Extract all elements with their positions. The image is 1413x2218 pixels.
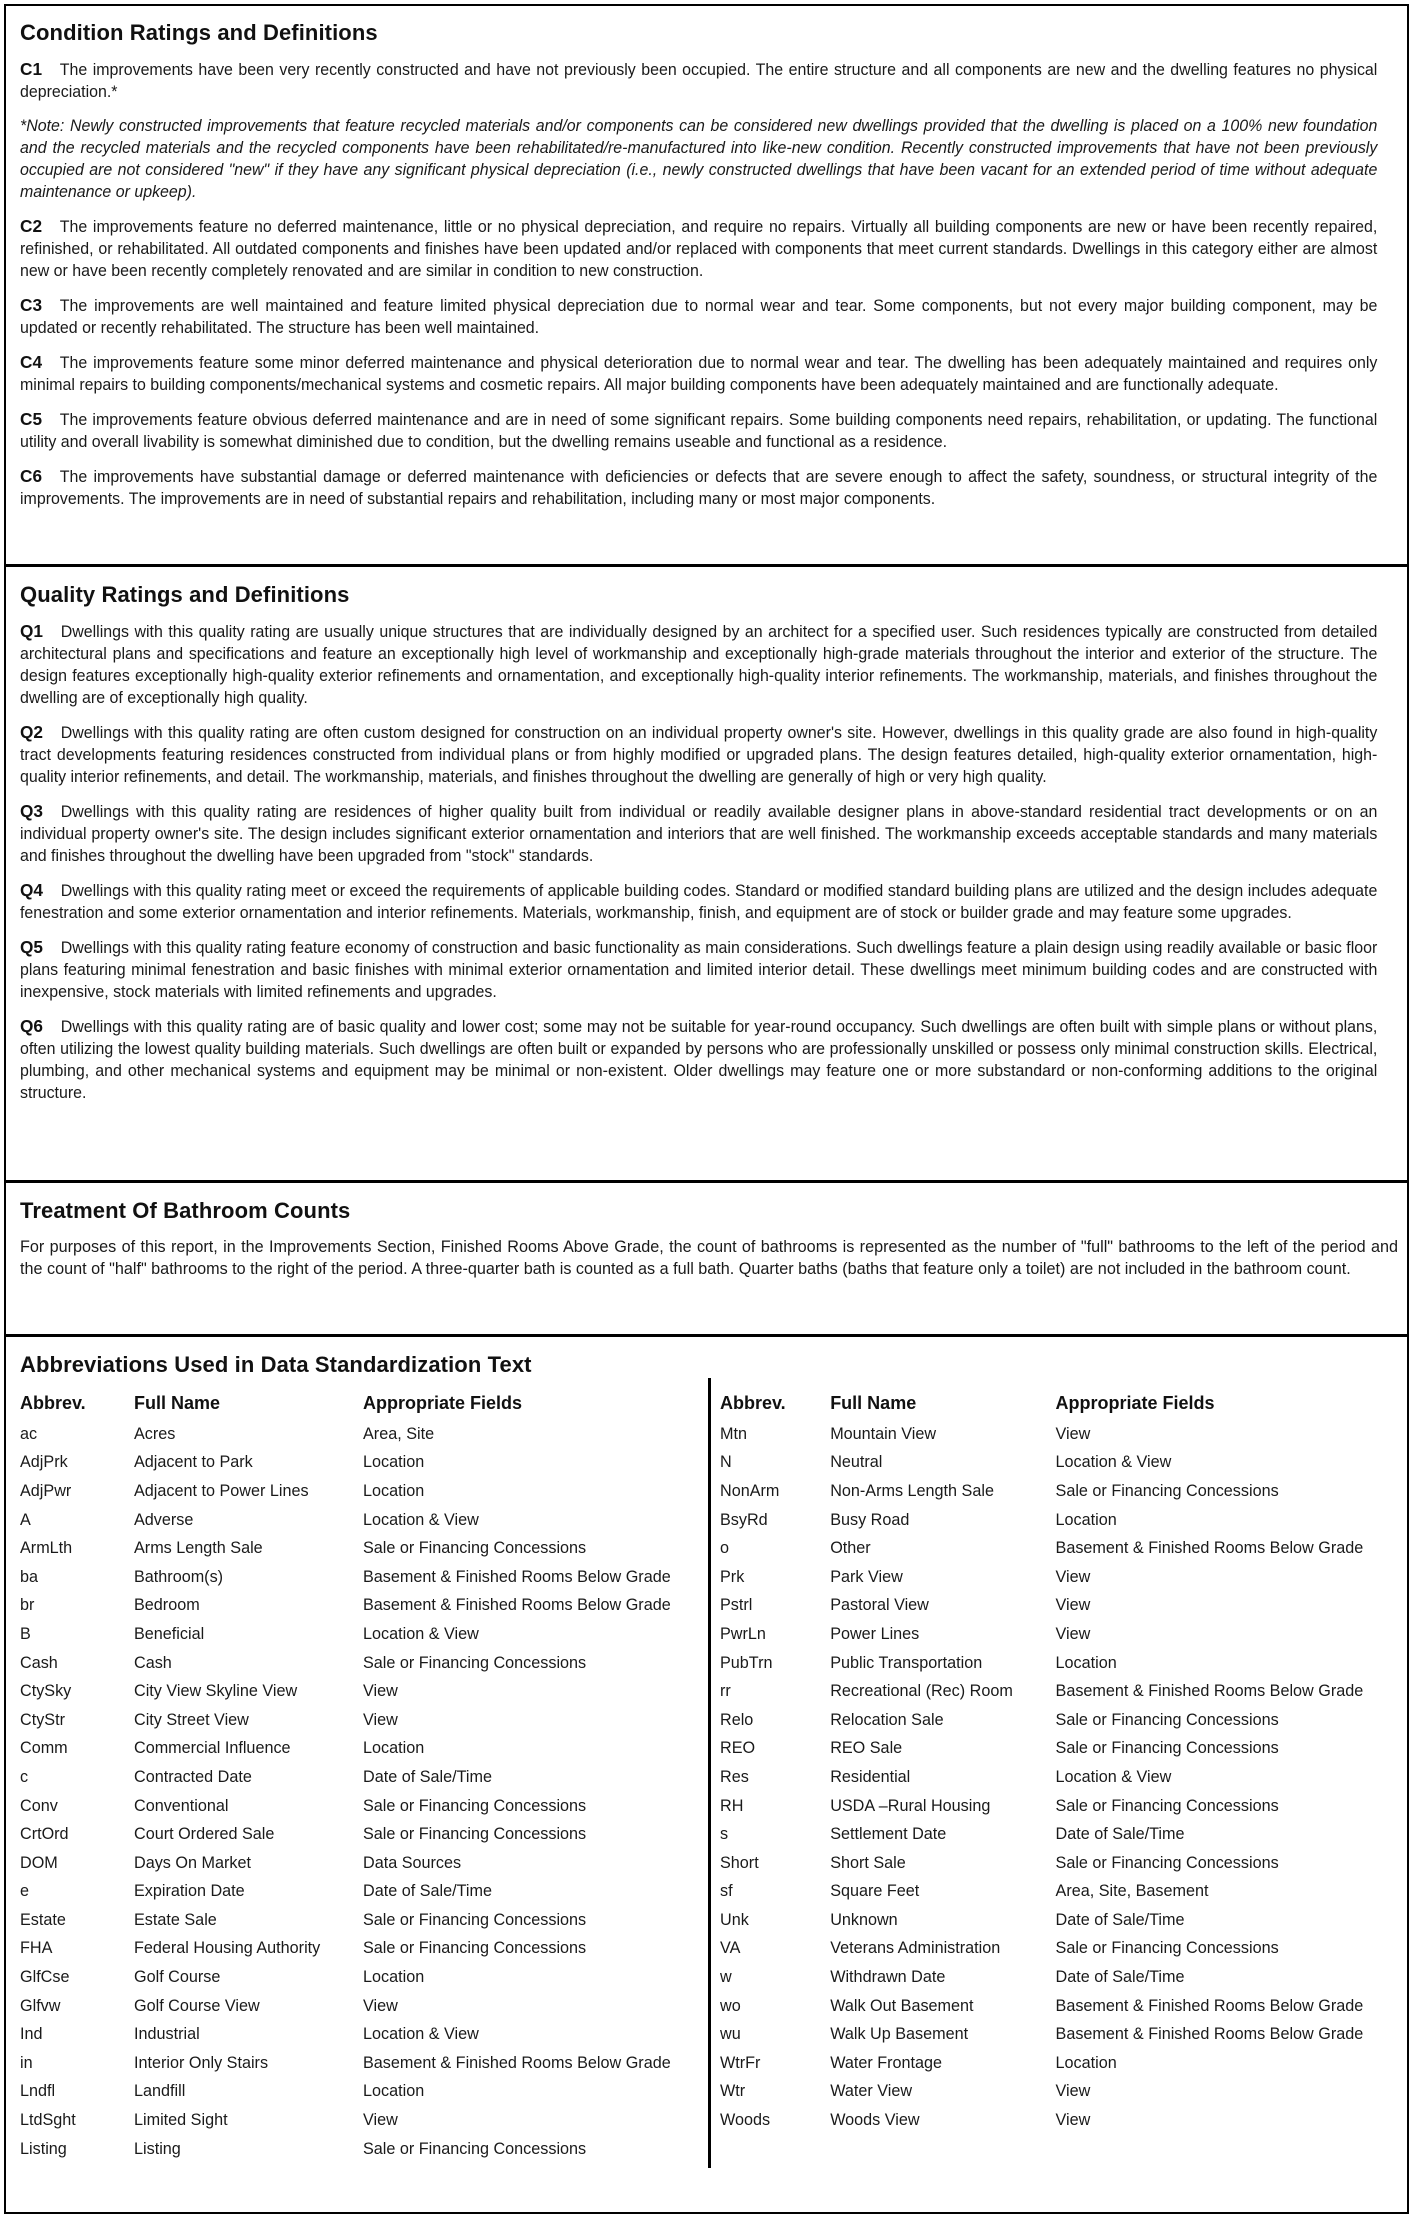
rating-text: Dwellings with this quality rating meet or exceed the requirements of applicable building codes. Standard or modified standard building plans are utilized and the design includes adequate fenestration and some exterior ornamentation and interior refinements. Materials, workmanship, finish, and equipment are of stock or builder grade and may feature some upgrades. [20, 882, 1378, 922]
rating-text: Dwellings with this quality rating are often custom designed for construction on an individual property owner's site. However, dwellings in this quality grade are also found in high-quality tract developments featuring residences constructed from individual plans or from highly modified or upgraded plans. The design features detailed, high-quality exterior ornamentation, high-quality interior refinements, and detail. The workmanship, materials, and finishes throughout the dwelling are generally of high or very high quality. [20, 724, 1378, 786]
table-row [720, 1935, 1393, 1964]
header-abbrev: Abbrev. [720, 1392, 786, 1413]
abbrev-cell: c [20, 1767, 29, 1786]
table-row [20, 1906, 703, 1935]
fields-cell: Location & View [363, 1510, 479, 1529]
table-row [20, 1449, 703, 1478]
table-row [720, 1449, 1393, 1478]
rating-text: The improvements feature obvious deferred maintenance and are in need of some significant repairs. Some building components need repairs, rehabilitation, or updating. The functional utility and overall livability is somewhat diminished due to condition, but the dwelling remains useable and functional as a residence. [20, 411, 1378, 451]
abbrev-cell: w [720, 1968, 732, 1987]
abbrev-cell: N [720, 1453, 732, 1472]
abbrev-cell: AdjPwr [20, 1481, 72, 1500]
table-row [20, 1878, 703, 1907]
table-row [720, 1735, 1393, 1764]
condition-c2 [20, 215, 1377, 282]
abbrev-cell: ac [20, 1424, 38, 1443]
bathroom-text: For purposes of this report, in the Improvements Section, Finished Rooms Above Grade, the count of bathrooms is represented as the number of "full" bathrooms to the left of the period and the count of "half" bathrooms to the right of the period. A three-quarter bath is counted as a full bath. Quarter baths (baths that feature only a toilet) are not included in the bathroom count. [20, 1238, 1398, 1278]
abbrev-cell: e [20, 1882, 30, 1901]
fields-cell: Sale or Financing Concessions [1055, 1481, 1279, 1500]
abbrev-cell: ArmLth [20, 1539, 73, 1558]
fields-cell: View [1055, 2111, 1091, 2130]
full-name-cell: Landfill [134, 2082, 186, 2101]
full-name-cell: Federal Housing Authority [134, 1939, 321, 1958]
header-appropriate-fields: Appropriate Fields [363, 1392, 523, 1413]
fields-cell: Location [1055, 1510, 1117, 1529]
abbrev-cell: Res [720, 1767, 749, 1786]
rating-code: C6 [20, 466, 43, 486]
bathroom-section [6, 1184, 1407, 1334]
table-row [20, 1706, 703, 1735]
rating-code: Q4 [20, 880, 44, 900]
abbreviations-section [6, 1338, 1407, 2208]
full-name-cell: Acres [134, 1424, 176, 1443]
abbrev-cell: Lndfl [20, 2082, 56, 2101]
table-row [20, 1592, 703, 1621]
fields-cell: Area, Site, Basement [1055, 1882, 1209, 1901]
table-row [20, 1735, 703, 1764]
table-row [20, 2049, 703, 2078]
full-name-cell: Bathroom(s) [134, 1567, 224, 1586]
table-row [20, 1420, 703, 1449]
full-name-cell: Conventional [134, 1796, 229, 1815]
fields-cell: Location [1055, 2053, 1117, 2072]
quality-q4 [20, 879, 1377, 924]
column-divider [708, 1378, 711, 2168]
abbrev-cell: o [720, 1539, 730, 1558]
table-row [720, 2020, 1393, 2049]
rating-code: Q3 [20, 801, 44, 821]
full-name-cell: Court Ordered Sale [134, 1825, 275, 1844]
abbrev-cell: VA [720, 1939, 741, 1958]
fields-cell: Sale or Financing Concessions [363, 1825, 587, 1844]
fields-cell: View [363, 1996, 398, 2015]
rating-code: C5 [20, 409, 43, 429]
table-row [20, 1534, 703, 1563]
definitions-page [4, 4, 1409, 2214]
rating-text: The improvements have been very recently constructed and have not previously been occupied. The entire structure and all components are new and the dwelling features no physical depreciation.* [20, 61, 1378, 101]
fields-cell: View [363, 2111, 398, 2130]
table-row [20, 1677, 703, 1706]
rating-text: The improvements have substantial damage or deferred maintenance with deficiencies or defects that are severe enough to affect the safety, soundness, or structural integrity of the improvements. The improvements are in need of substantial repairs and rehabilitation, including many or most major components. [20, 468, 1378, 508]
abbrev-cell: Estate [20, 1910, 66, 1929]
abbrev-cell: in [20, 2053, 33, 2072]
full-name-cell: Commercial Influence [134, 1739, 291, 1758]
abbrev-cell: BsyRd [720, 1510, 768, 1529]
table-row [720, 2078, 1393, 2107]
table-row [720, 1763, 1393, 1792]
abbrev-cell: B [20, 1624, 31, 1643]
table-row [20, 1849, 703, 1878]
abbrev-cell: Woods [720, 2111, 771, 2130]
abbrev-cell: Relo [720, 1710, 754, 1729]
section-divider [6, 1334, 1407, 1337]
quality-q2 [20, 721, 1377, 788]
full-name-cell: Pastoral View [830, 1596, 929, 1615]
quality-q6 [20, 1015, 1377, 1104]
section-divider [6, 564, 1407, 567]
abbrev-cell: Pstrl [720, 1596, 753, 1615]
rating-text: Dwellings with this quality rating feature economy of construction and basic functionality as main considerations. Such dwellings feature a plain design using readily available or basic floor plans featuring minimal fenestration and basic finishes with minimal exterior ornamentation and limited interior detail. These dwellings meet minimum building codes and are constructed with inexpensive, stock materials with limited refinements and upgrades. [20, 939, 1378, 1001]
fields-cell: Location & View [1055, 1453, 1172, 1472]
fields-cell: View [1055, 1624, 1091, 1643]
full-name-cell: Walk Up Basement [830, 2025, 969, 2044]
abbreviations-left-body [20, 1420, 703, 2163]
header-full-name: Full Name [134, 1392, 221, 1413]
rating-text: The improvements feature no deferred maintenance, little or no physical depreciation, and require no repairs. Virtually all building components are new or have been recently repaired, refinished, or rehabilitated. All outdated components and finishes have been updated and/or replaced with components that meet current standards. Dwellings in this category either are almost new or have been recently completely renovated and are similar in condition to new construction. [20, 218, 1378, 280]
table-row [720, 1849, 1393, 1878]
abbrev-cell: PwrLn [720, 1624, 766, 1643]
fields-cell: View [363, 1710, 398, 1729]
condition-c4 [20, 351, 1377, 396]
full-name-cell: Busy Road [830, 1510, 910, 1529]
abbreviations-table-left [20, 1390, 703, 2163]
fields-cell: Date of Sale/Time [1055, 1968, 1185, 1987]
condition-note: *Note: Newly constructed improvements that feature recycled materials and/or components can be considered new dwellings provided that the dwelling is placed on a 100% new foundation and the recycled materials and the recycled components have been rehabilitated/re-manufactured into like-new condition. Recently constructed improvements that have not been previously occupied are not considered "new" if they have any significant physical depreciation (i.e., newly constructed dwellings that have been vacant for an extended period of time without adequate maintenance or upkeep). [20, 117, 1378, 201]
table-row [720, 1820, 1393, 1849]
full-name-cell: Neutral [830, 1453, 883, 1472]
condition-c3 [20, 294, 1377, 339]
full-name-cell: Estate Sale [134, 1910, 217, 1929]
full-name-cell: Days On Market [134, 1853, 251, 1872]
full-name-cell: Bedroom [134, 1596, 200, 1615]
table-row [20, 1963, 703, 1992]
table-header-row [20, 1390, 703, 1420]
full-name-cell: Short Sale [830, 1853, 906, 1872]
table-row [720, 1878, 1393, 1907]
rating-text: Dwellings with this quality rating are residences of higher quality built from individual or readily available designer plans in above-standard residential tract developments or on an individual property owner's site. The design includes significant exterior ornamentation and interiors that are well finished. The workmanship exceeds acceptable standards and many materials and finishes throughout the dwelling have been upgraded from "stock" standards. [20, 803, 1378, 865]
abbrev-cell: FHA [20, 1939, 53, 1958]
fields-cell: Basement & Finished Rooms Below Grade [363, 1596, 671, 1615]
fields-cell: Sale or Financing Concessions [1055, 1853, 1279, 1872]
full-name-cell: Woods View [830, 2111, 920, 2130]
header-full-name: Full Name [830, 1392, 917, 1413]
condition-c6 [20, 465, 1377, 510]
full-name-cell: USDA –Rural Housing [830, 1796, 991, 1815]
rating-code: Q1 [20, 621, 44, 641]
table-row [720, 1420, 1393, 1449]
table-row [720, 1534, 1393, 1563]
fields-cell: View [1055, 1424, 1091, 1443]
table-row [20, 1649, 703, 1678]
abbrev-cell: Ind [20, 2025, 43, 2044]
fields-cell: Location & View [363, 2025, 479, 2044]
abbrev-cell: AdjPrk [20, 1453, 68, 1472]
full-name-cell: Withdrawn Date [830, 1968, 946, 1987]
abbrev-cell: Wtr [720, 2082, 746, 2101]
header-abbrev: Abbrev. [20, 1392, 86, 1413]
table-row [20, 1763, 703, 1792]
table-row [20, 1820, 703, 1849]
quality-q1 [20, 620, 1377, 709]
full-name-cell: Other [830, 1539, 871, 1558]
abbrev-cell: wu [720, 2025, 741, 2044]
full-name-cell: Square Feet [830, 1882, 920, 1901]
rating-code: C3 [20, 295, 43, 315]
rating-code: C4 [20, 352, 43, 372]
rating-code: C2 [20, 216, 43, 236]
table-row [720, 2106, 1393, 2135]
abbrev-cell: NonArm [720, 1481, 780, 1500]
full-name-cell: Park View [830, 1567, 903, 1586]
full-name-cell: Public Transportation [830, 1653, 983, 1672]
abbreviations-tables [20, 1390, 1393, 2210]
full-name-cell: Walk Out Basement [830, 1996, 974, 2015]
fields-cell: Date of Sale/Time [363, 1767, 492, 1786]
abbreviations-right-column [720, 1390, 1393, 2135]
full-name-cell: Interior Only Stairs [134, 2053, 269, 2072]
full-name-cell: Power Lines [830, 1624, 920, 1643]
quality-title: Quality Ratings and Definitions [20, 582, 350, 607]
fields-cell: Basement & Finished Rooms Below Grade [1055, 2025, 1364, 2044]
abbrev-cell: wo [720, 1996, 741, 2015]
abbrev-cell: sf [720, 1882, 733, 1901]
full-name-cell: Adverse [134, 1510, 194, 1529]
fields-cell: View [1055, 2082, 1091, 2101]
quality-q5 [20, 936, 1377, 1003]
full-name-cell: Water View [830, 2082, 913, 2101]
fields-cell: Date of Sale/Time [1055, 1910, 1185, 1929]
table-row [720, 1563, 1393, 1592]
full-name-cell: Mountain View [830, 1424, 937, 1443]
fields-cell: Date of Sale/Time [1055, 1825, 1185, 1844]
table-row [20, 2078, 703, 2107]
table-row [20, 1992, 703, 2021]
table-row [720, 1649, 1393, 1678]
fields-cell: Basement & Finished Rooms Below Grade [363, 2053, 671, 2072]
table-row [720, 1620, 1393, 1649]
full-name-cell: REO Sale [830, 1739, 903, 1758]
full-name-cell: Non-Arms Length Sale [830, 1481, 994, 1500]
fields-cell: View [1055, 1596, 1091, 1615]
rating-text: Dwellings with this quality rating are of basic quality and lower cost; some may not be suitable for year-round occupancy. Such dwellings are often built with simple plans or without plans, often utilizing the lowest quality building materials. Such dwellings are often built or expanded by persons who are professionally unskilled or possess only minimal construction skills. Electrical, plumbing, and other mechanical systems and equipment may be minimal or non-existent. Older dwellings may feature one or more substandard or non-conforming additions to the original structure. [20, 1018, 1378, 1102]
rating-text: Dwellings with this quality rating are usually unique structures that are individually designed by an architect for a specified user. Such residences typically are constructed from detailed architectural plans and specifications and feature an exceptionally high level of workmanship and exceptionally high-grade materials throughout the interior and exterior of the structure. The design features exceptionally high-quality exterior refinements and ornamentation, and exceptionally high-quality interior refinements. The workmanship, materials, and finishes throughout the dwelling are of exceptionally high quality. [20, 623, 1378, 707]
fields-cell: Basement & Finished Rooms Below Grade [363, 1567, 671, 1586]
section-divider [6, 1180, 1407, 1183]
fields-cell: Sale or Financing Concessions [363, 1939, 587, 1958]
full-name-cell: City View Skyline View [134, 1682, 298, 1701]
fields-cell: Date of Sale/Time [363, 1882, 492, 1901]
abbrev-cell: ba [20, 1567, 39, 1586]
fields-cell: Location [363, 2082, 425, 2101]
table-row [720, 1992, 1393, 2021]
full-name-cell: Golf Course View [134, 1996, 260, 2015]
full-name-cell: Water Frontage [830, 2053, 943, 2072]
condition-c1 [20, 58, 1377, 103]
fields-cell: Location [363, 1968, 425, 1987]
rating-code: Q2 [20, 722, 44, 742]
fields-cell: Basement & Finished Rooms Below Grade [1055, 1996, 1364, 2015]
table-row [20, 1620, 703, 1649]
table-row [720, 1906, 1393, 1935]
table-row [20, 2020, 703, 2049]
fields-cell: Location [363, 1739, 425, 1758]
full-name-cell: Residential [830, 1767, 911, 1786]
fields-cell: Sale or Financing Concessions [1055, 1796, 1279, 1815]
fields-cell: Data Sources [363, 1853, 462, 1872]
bathroom-title: Treatment Of Bathroom Counts [20, 1198, 351, 1223]
condition-title: Condition Ratings and Definitions [20, 20, 378, 45]
fields-cell: Sale or Financing Concessions [363, 1910, 587, 1929]
abbrev-cell: Glfvw [20, 1996, 61, 2015]
full-name-cell: Beneficial [134, 1624, 205, 1643]
abbrev-cell: GlfCse [20, 1968, 70, 1987]
fields-cell: Sale or Financing Concessions [363, 1796, 587, 1815]
table-header-row [720, 1390, 1393, 1420]
full-name-cell: Industrial [134, 2025, 200, 2044]
full-name-cell: Limited Sight [134, 2111, 228, 2130]
full-name-cell: Listing [134, 2139, 181, 2158]
condition-section [6, 6, 1407, 566]
full-name-cell: Veterans Administration [830, 1939, 1001, 1958]
full-name-cell: Arms Length Sale [134, 1539, 263, 1558]
fields-cell: Basement & Finished Rooms Below Grade [1055, 1539, 1364, 1558]
full-name-cell: Recreational (Rec) Room [830, 1682, 1013, 1701]
table-row [20, 1792, 703, 1821]
rating-code: Q5 [20, 937, 44, 957]
abbrev-cell: A [20, 1510, 31, 1529]
abbrev-cell: Comm [20, 1739, 68, 1758]
rating-code: Q6 [20, 1016, 44, 1036]
full-name-cell: Unknown [830, 1910, 898, 1929]
condition-c5 [20, 408, 1377, 453]
abbrev-cell: CtySky [20, 1682, 72, 1701]
full-name-cell: Expiration Date [134, 1882, 245, 1901]
abbrev-cell: Listing [20, 2139, 67, 2158]
abbrev-cell: Short [720, 1853, 759, 1872]
abbreviations-right-body [720, 1420, 1393, 2135]
abbrev-cell: WtrFr [720, 2053, 761, 2072]
fields-cell: Sale or Financing Concessions [1055, 1939, 1279, 1958]
fields-cell: Location & View [363, 1624, 479, 1643]
fields-cell: Sale or Financing Concessions [1055, 1710, 1279, 1729]
fields-cell: Sale or Financing Concessions [363, 1539, 587, 1558]
abbrev-cell: br [20, 1596, 35, 1615]
table-row [720, 1792, 1393, 1821]
fields-cell: Location [363, 1453, 425, 1472]
abbrev-cell: Mtn [720, 1424, 747, 1443]
table-row [20, 1563, 703, 1592]
full-name-cell: Adjacent to Power Lines [134, 1481, 309, 1500]
full-name-cell: Relocation Sale [830, 1710, 944, 1729]
fields-cell: Location [1055, 1653, 1117, 1672]
header-appropriate-fields: Appropriate Fields [1055, 1392, 1215, 1413]
table-row [720, 1506, 1393, 1535]
fields-cell: Area, Site [363, 1424, 435, 1443]
abbrev-cell: CrtOrd [20, 1825, 69, 1844]
table-row [20, 1477, 703, 1506]
abbrev-cell: DOM [20, 1853, 58, 1872]
abbrev-cell: REO [720, 1739, 756, 1758]
table-row [20, 1506, 703, 1535]
fields-cell: Basement & Finished Rooms Below Grade [1055, 1682, 1364, 1701]
rating-text: The improvements feature some minor deferred maintenance and physical deterioration due to normal wear and tear. The dwelling has been adequately maintained and requires only minimal repairs to building components/mechanical systems and cosmetic repairs. All major building components have been adequately maintained and are functionally adequate. [20, 354, 1378, 394]
fields-cell: Location [363, 1481, 425, 1500]
abbrev-cell: Cash [20, 1653, 58, 1672]
table-row [720, 2049, 1393, 2078]
abbrev-cell: LtdSght [20, 2111, 76, 2130]
abbreviations-table-right [720, 1390, 1393, 2135]
abbrev-cell: s [720, 1825, 729, 1844]
full-name-cell: Settlement Date [830, 1825, 947, 1844]
fields-cell: Sale or Financing Concessions [1055, 1739, 1279, 1758]
full-name-cell: Contracted Date [134, 1767, 252, 1786]
quality-q3 [20, 800, 1377, 867]
fields-cell: View [363, 1682, 398, 1701]
fields-cell: Location & View [1055, 1767, 1172, 1786]
abbrev-cell: RH [720, 1796, 744, 1815]
fields-cell: Sale or Financing Concessions [363, 2139, 587, 2158]
rating-text: The improvements are well maintained and feature limited physical depreciation due to normal wear and tear. Some components, but not every major building component, may be updated or recently rehabilitated. The structure has been well maintained. [20, 297, 1378, 337]
abbrev-cell: Conv [20, 1796, 58, 1815]
full-name-cell: City Street View [134, 1710, 249, 1729]
table-row [720, 1592, 1393, 1621]
table-row [20, 2106, 703, 2135]
abbreviations-left-column [20, 1390, 703, 2163]
table-row [720, 1706, 1393, 1735]
abbrev-cell: PubTrn [720, 1653, 773, 1672]
fields-cell: Sale or Financing Concessions [363, 1653, 587, 1672]
table-row [20, 2135, 703, 2164]
rating-code: C1 [20, 59, 43, 79]
abbrev-cell: Prk [720, 1567, 745, 1586]
abbreviations-title: Abbreviations Used in Data Standardization Text [20, 1352, 532, 1377]
quality-section [6, 568, 1407, 1180]
table-row [20, 1935, 703, 1964]
abbrev-cell: Unk [720, 1910, 749, 1929]
full-name-cell: Adjacent to Park [134, 1453, 253, 1472]
table-row [720, 1677, 1393, 1706]
abbrev-cell: rr [720, 1682, 731, 1701]
full-name-cell: Cash [134, 1653, 172, 1672]
full-name-cell: Golf Course [134, 1968, 221, 1987]
fields-cell: View [1055, 1567, 1091, 1586]
abbrev-cell: CtyStr [20, 1710, 65, 1729]
table-row [720, 1477, 1393, 1506]
table-row [720, 1963, 1393, 1992]
